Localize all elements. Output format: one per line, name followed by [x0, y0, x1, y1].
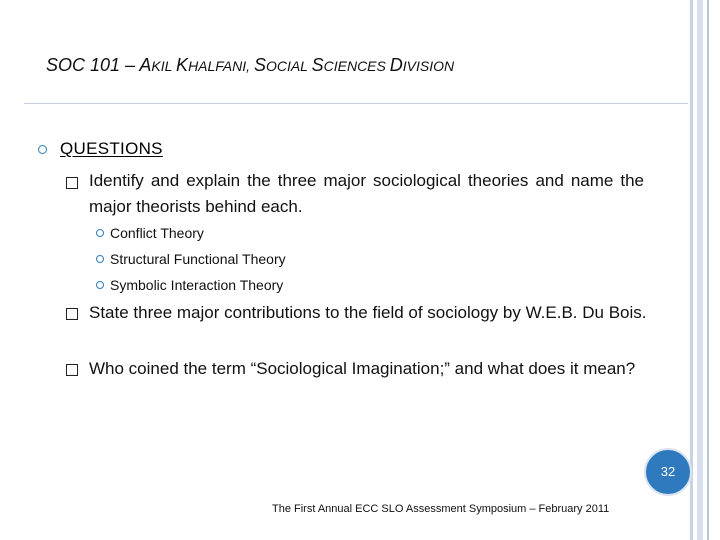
slide-footer: The First Annual ECC SLO Assessment Symposium – February 2011: [272, 503, 610, 515]
questions-heading: QUESTIONS: [60, 139, 163, 158]
circle-bullet-icon: [38, 145, 47, 154]
slide: SOC 101 – AKIL KHALFANI, SOCIAL SCIENCES DIVISION QUESTIONS Identify and explain the three major sociological theories and name the major theorists behind each. Conflict Theory Structural Functional Theory Symbolic Interaction Theory State three major contributions to the field of sociology by W.E.B. Du Bois. Who coined the term “Sociological Imagination;” and what does it mean? 32 The First Annual ECC SLO Assessment Symposium – February 2011: [0, 0, 720, 540]
square-bullet-icon: [66, 177, 78, 189]
slide-title: SOC 101 – AKIL KHALFANI, SOCIAL SCIENCES DIVISION: [46, 55, 455, 75]
circle-bullet-icon: [96, 229, 104, 237]
decorative-bar: [707, 0, 709, 540]
decorative-bar: [697, 0, 703, 540]
square-bullet-icon: [66, 308, 78, 320]
page-number-badge: 32: [644, 448, 692, 496]
circle-bullet-icon: [96, 281, 104, 289]
title-divider: [24, 103, 688, 104]
square-bullet-icon: [66, 364, 78, 376]
question-2: State three major contributions to the field of sociology by W.E.B. Du Bois.: [89, 303, 647, 322]
decorative-bar: [690, 0, 693, 540]
circle-bullet-icon: [96, 255, 104, 263]
question-3: Who coined the term “Sociological Imagination;” and what does it mean?: [89, 359, 636, 378]
question-1: Identify and explain the three major sociological theories and name the major theorists behind each.: [89, 171, 644, 216]
